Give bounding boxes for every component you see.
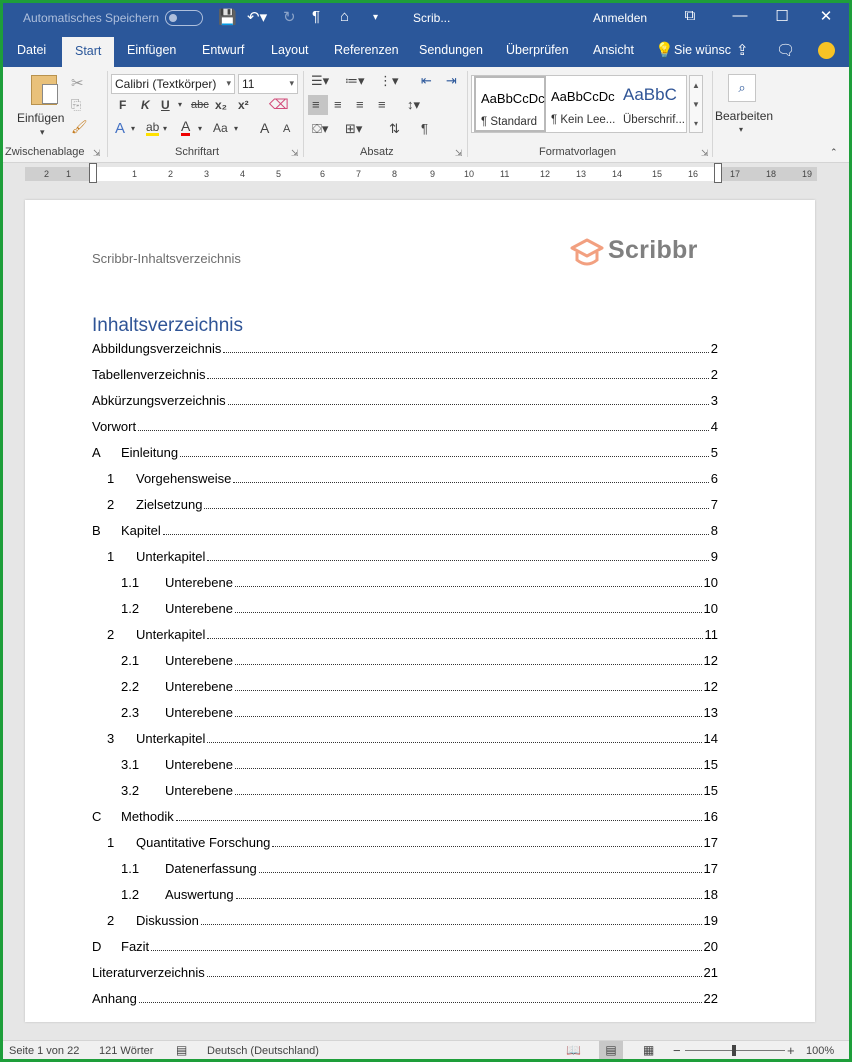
proofing-icon[interactable]: ▤ <box>176 1043 188 1057</box>
close-icon[interactable]: ✕ <box>819 8 833 25</box>
toc-entry-number: 3 <box>107 731 115 746</box>
toc-entry[interactable] <box>92 887 718 907</box>
toc-entry-text: Methodik <box>121 809 174 824</box>
toc-entry-page: 7 <box>710 497 718 512</box>
toc-dot-leader <box>272 846 701 847</box>
clipboard-group-label: Zwischenablage <box>5 146 85 158</box>
toc-entry-page: 2 <box>710 341 718 356</box>
group-separator <box>303 71 304 157</box>
web-layout-icon[interactable]: ▦ <box>643 1043 655 1057</box>
ribbon-tabs <box>3 33 849 67</box>
toc-entry[interactable] <box>92 627 718 647</box>
word-count[interactable]: 121 Wörter <box>99 1045 154 1057</box>
style-ueberschrift[interactable] <box>618 76 686 132</box>
status-bar <box>3 1040 849 1059</box>
toc-entry-page: 18 <box>703 887 718 902</box>
document-title: Scrib... <box>413 11 451 25</box>
ruler-tick: 9 <box>430 169 436 179</box>
paragraph-group-label: Absatz <box>360 146 394 158</box>
toc-entry-page: 5 <box>710 445 718 460</box>
numbering-icon[interactable]: ≔▾ <box>345 73 365 88</box>
toc-entry-page: 11 <box>704 627 718 642</box>
zoom-out-button[interactable]: − <box>673 1043 681 1058</box>
toc-dot-leader <box>139 1002 702 1003</box>
group-separator <box>107 71 108 157</box>
font-name-value: Calibri (Textkörper) <box>115 77 217 91</box>
ruler-tick: 1 <box>132 169 138 179</box>
toc-entry-number: 2.1 <box>121 653 140 668</box>
toc-entry-text: Unterebene <box>165 679 233 694</box>
shrink-font-icon[interactable]: A <box>283 123 291 135</box>
style-preview: AaBbC <box>623 85 677 104</box>
clear-formatting-icon[interactable]: ⌫ <box>269 96 289 112</box>
collapse-ribbon-icon[interactable]: ⌃ <box>830 147 838 157</box>
minimize-icon[interactable]: — <box>732 7 748 24</box>
shading-icon[interactable]: ⛋▾ <box>312 121 329 136</box>
toc-entry-text: Unterkapitel <box>136 549 206 564</box>
toc-dot-leader <box>151 950 701 951</box>
toc-dot-leader <box>180 456 709 457</box>
read-mode-icon[interactable]: 📖 <box>566 1043 581 1057</box>
toc-entry-page: 14 <box>703 731 718 746</box>
highlight-icon[interactable]: ab <box>146 120 160 134</box>
horizontal-ruler[interactable] <box>25 167 817 181</box>
find-icon[interactable]: ⌕ <box>728 74 756 102</box>
toc-entry-number: 1 <box>107 471 115 486</box>
decrease-indent-icon[interactable]: ⇤ <box>421 73 432 88</box>
toc-entry[interactable] <box>92 341 718 361</box>
toc-dot-leader <box>223 352 708 353</box>
toc-dot-leader <box>138 430 709 431</box>
toc-dot-leader <box>235 716 702 717</box>
toc-dot-leader <box>235 612 702 613</box>
toc-entry[interactable] <box>92 393 718 413</box>
toc-entry-page: 20 <box>703 939 718 954</box>
change-case-icon[interactable]: Aa <box>213 121 228 135</box>
zoom-level[interactable]: 100% <box>806 1045 835 1057</box>
tab-entwurf[interactable]: Entwurf <box>202 43 245 57</box>
toc-dot-leader <box>207 638 702 639</box>
style-kein-leerraum[interactable] <box>546 76 616 132</box>
toc-entry-page: 21 <box>703 965 718 980</box>
toc-entry[interactable] <box>92 575 718 595</box>
toc-entry[interactable] <box>92 679 718 699</box>
toc-entry-text: Vorwort <box>92 419 137 434</box>
toc-entry-page: 10 <box>703 601 718 616</box>
toc-entry-text: Unterebene <box>165 653 233 668</box>
align-left-icon[interactable]: ≡ <box>312 97 320 112</box>
paste-dropdown-icon[interactable]: ▾ <box>40 127 45 137</box>
toc-entry[interactable] <box>92 653 718 673</box>
autosave-label: Automatisches Speichern <box>23 11 160 25</box>
ruler-tick: 6 <box>320 169 326 179</box>
toc-entry-number: 2.2 <box>121 679 140 694</box>
touch-mode-icon[interactable]: ⌂ <box>340 8 350 25</box>
toc-entry-text: Unterebene <box>165 705 233 720</box>
style-preview: AaBbCcDc <box>481 91 545 106</box>
toc-entry-page: 16 <box>703 809 718 824</box>
text-effects-dropdown-icon[interactable]: ▾ <box>131 124 136 133</box>
ruler-tick: 18 <box>766 169 777 179</box>
font-color-dropdown-icon[interactable]: ▾ <box>198 124 203 133</box>
toc-title: Inhaltsverzeichnis <box>92 315 244 336</box>
toc-dot-leader <box>176 820 702 821</box>
horizontal-ruler-bar <box>3 163 849 185</box>
ruler-tick: 17 <box>730 169 741 179</box>
feedback-smiley-icon[interactable] <box>818 42 835 59</box>
tab-datei[interactable]: Datei <box>17 43 47 57</box>
right-indent-marker[interactable] <box>714 163 722 183</box>
font-color-icon[interactable]: A <box>181 118 191 134</box>
bold-icon[interactable]: F <box>119 98 127 112</box>
ruler-tick: 14 <box>612 169 623 179</box>
title-bar <box>3 3 849 33</box>
underline-icon[interactable]: U <box>161 98 170 112</box>
customize-qat-icon[interactable]: ▾ <box>373 12 379 23</box>
chevron-down-icon: ▾ <box>226 78 231 88</box>
ruler-tick: 12 <box>540 169 551 179</box>
tab-referenzen[interactable]: Referenzen <box>334 43 399 57</box>
toc-entry-number: 1.2 <box>121 887 140 902</box>
chevron-down-icon: ▾ <box>289 78 294 88</box>
underline-dropdown-icon[interactable]: ▾ <box>178 100 183 109</box>
scribbr-logo-icon <box>570 238 604 268</box>
format-painter-icon[interactable]: 🖌 <box>71 119 88 134</box>
word-window <box>3 3 849 1059</box>
toc-entry-text: Einleitung <box>121 445 179 460</box>
paragraph-launcher-icon[interactable]: ⇲ <box>455 148 463 158</box>
zoom-in-button[interactable]: + <box>787 1043 795 1058</box>
toc-entry[interactable] <box>92 783 718 803</box>
toc-entry[interactable] <box>92 601 718 621</box>
style-name: Überschrif... <box>623 114 685 126</box>
toc-dot-leader <box>204 508 708 509</box>
show-formatting-icon[interactable]: ¶ <box>421 121 428 136</box>
increase-indent-icon[interactable]: ⇥ <box>446 73 457 88</box>
toc-entry[interactable] <box>92 991 718 1011</box>
toc-entry[interactable] <box>92 497 718 517</box>
toc-entry-page: 13 <box>703 705 718 720</box>
paste-icon[interactable] <box>31 75 57 105</box>
toc-entry-number: 1 <box>107 835 115 850</box>
bullets-icon[interactable]: ☰▾ <box>311 73 330 88</box>
ruler-tick: 2 <box>168 169 174 179</box>
font-group-label: Schriftart <box>175 146 220 158</box>
ruler-tick: 7 <box>356 169 362 179</box>
ruler-tick: 19 <box>802 169 813 179</box>
tab-ansicht[interactable]: Ansicht <box>593 43 634 57</box>
toc-entry[interactable] <box>92 809 718 829</box>
left-indent-marker[interactable] <box>89 163 97 183</box>
toc-entry-number: A <box>92 445 101 460</box>
group-separator <box>467 71 468 157</box>
toc-entry-text: Unterebene <box>165 601 233 616</box>
toc-entry-page: 12 <box>703 653 718 668</box>
toc-entry[interactable] <box>92 549 718 569</box>
borders-icon[interactable]: ⊞▾ <box>345 121 363 136</box>
vertical-scrollbar[interactable] <box>835 185 849 1040</box>
toc-entry-page: 15 <box>703 783 718 798</box>
toc-entry[interactable] <box>92 471 718 491</box>
toc-dot-leader <box>207 560 708 561</box>
toc-entry-number: C <box>92 809 102 824</box>
redo-icon[interactable]: ↻ <box>283 9 296 26</box>
print-layout-icon[interactable]: ▤ <box>599 1041 623 1059</box>
toc-entry-number: 2.3 <box>121 705 140 720</box>
paste-button[interactable]: Einfügen <box>17 111 65 125</box>
change-case-dropdown-icon[interactable]: ▾ <box>234 124 239 133</box>
grow-font-icon[interactable]: A <box>260 120 270 136</box>
tab-einfuegen[interactable]: Einfügen <box>127 43 177 57</box>
ruler-text-area <box>93 167 719 181</box>
justify-icon[interactable]: ≡ <box>378 97 386 112</box>
toc-dot-leader <box>207 742 701 743</box>
ruler-tick: 3 <box>204 169 210 179</box>
lightbulb-icon[interactable]: 💡 <box>655 42 674 59</box>
toc-entry-text: Unterkapitel <box>136 731 206 746</box>
ruler-tick: 16 <box>688 169 699 179</box>
copy-icon[interactable]: ⎘ <box>71 97 82 112</box>
cut-icon[interactable]: ✂ <box>71 75 84 92</box>
ruler-tick: 15 <box>652 169 663 179</box>
toc-entry-text: Vorgehensweise <box>136 471 232 486</box>
toc-entry-page: 6 <box>710 471 718 486</box>
superscript-icon[interactable]: x² <box>238 98 249 112</box>
toc-entry-page: 10 <box>703 575 718 590</box>
toc-entry-number: 1.1 <box>121 861 140 876</box>
sort-icon[interactable]: ⇅ <box>389 121 400 136</box>
page-count[interactable]: Seite 1 von 22 <box>9 1045 80 1057</box>
toc-entry-text: Auswertung <box>165 887 234 902</box>
toc-entry[interactable] <box>92 965 718 985</box>
page-header-text: Scribbr-Inhaltsverzeichnis <box>92 251 241 266</box>
toc-entry[interactable] <box>92 705 718 725</box>
ruler-tick: 4 <box>240 169 246 179</box>
font-launcher-icon[interactable]: ⇲ <box>291 148 299 158</box>
toc-dot-leader <box>233 482 708 483</box>
pilcrow-icon[interactable]: ¶ <box>312 8 321 25</box>
toc-entry[interactable] <box>92 913 718 933</box>
toc-dot-leader <box>236 898 702 899</box>
toc-dot-leader <box>235 690 702 691</box>
ruler-tick: 10 <box>464 169 475 179</box>
toc-entry-text: Datenerfassung <box>165 861 257 876</box>
toc-entry-text: Unterebene <box>165 783 233 798</box>
toc-entry-text: Abkürzungsverzeichnis <box>92 393 226 408</box>
toc-entry-page: 3 <box>710 393 718 408</box>
toc-entry[interactable] <box>92 445 718 465</box>
share-icon[interactable]: ⇪ <box>736 42 749 59</box>
toc-entry-page: 4 <box>710 419 718 434</box>
toc-entry-text: Unterebene <box>165 575 233 590</box>
toc-entry-number: B <box>92 523 101 538</box>
toc-entry-page: 19 <box>703 913 718 928</box>
toc-entry-text: Literaturverzeichnis <box>92 965 205 980</box>
toc-entry-text: Abbildungsverzeichnis <box>92 341 222 356</box>
toc-entry-text: Fazit <box>121 939 150 954</box>
toc-dot-leader <box>207 976 702 977</box>
toc-entry[interactable] <box>92 523 718 543</box>
toc-entry-text: Quantitative Forschung <box>136 835 271 850</box>
editing-button[interactable]: Bearbeiten <box>715 109 774 123</box>
ribbon-display-options-icon[interactable]: ⧉ <box>684 7 696 24</box>
toc-entry-number: 2 <box>107 497 115 512</box>
toc-entry-page: 2 <box>710 367 718 382</box>
toc-entry-number: 3.1 <box>121 757 140 772</box>
toc-entry-text: Zielsetzung <box>136 497 203 512</box>
comments-icon[interactable]: 🗨 <box>776 42 796 59</box>
font-size-combo[interactable] <box>238 74 298 94</box>
toc-entry-page: 8 <box>710 523 718 538</box>
autosave-toggle[interactable] <box>165 10 203 26</box>
editing-dropdown-icon[interactable]: ▾ <box>739 125 744 134</box>
toc-entry-text: Diskussion <box>136 913 199 928</box>
toc-entry-page: 12 <box>703 679 718 694</box>
document-page[interactable] <box>25 200 815 1022</box>
toc-entry-number: 2 <box>107 627 115 642</box>
toc-entry[interactable] <box>92 861 718 881</box>
toc-dot-leader <box>259 872 702 873</box>
toc-dot-leader <box>235 768 702 769</box>
ribbon <box>3 67 849 163</box>
toc-entry-page: 17 <box>703 861 718 876</box>
toc-entry[interactable] <box>92 939 718 959</box>
tab-ueberpruefen[interactable]: Überprüfen <box>506 43 569 57</box>
toc-dot-leader <box>235 794 702 795</box>
styles-group-label: Formatvorlagen <box>539 146 617 158</box>
toc-entry[interactable] <box>92 419 718 439</box>
ruler-tick: 13 <box>576 169 587 179</box>
toc-entry-number: D <box>92 939 102 954</box>
tab-start[interactable]: Start <box>62 37 114 67</box>
style-name: ¶ Standard <box>481 116 538 128</box>
highlight-dropdown-icon[interactable]: ▾ <box>163 124 168 133</box>
toc-entry-page: 22 <box>703 991 718 1006</box>
toc-entry[interactable] <box>92 757 718 777</box>
font-name-combo[interactable] <box>111 74 235 94</box>
toc-entry-number: 1 <box>107 549 115 564</box>
toc-entry[interactable] <box>92 835 718 855</box>
style-standard[interactable] <box>474 76 546 132</box>
toc-entry-page: 9 <box>710 549 718 564</box>
maximize-icon[interactable]: ☐ <box>775 8 789 25</box>
text-effects-icon[interactable]: A <box>115 120 126 137</box>
styles-launcher-icon[interactable]: ⇲ <box>701 148 709 158</box>
ruler-tick: 2 <box>44 169 50 179</box>
multilevel-list-icon[interactable]: ⋮▾ <box>379 73 399 88</box>
styles-gallery <box>471 75 687 133</box>
subscript-icon[interactable]: x₂ <box>215 98 228 112</box>
toc-dot-leader <box>201 924 702 925</box>
zoom-slider-thumb[interactable] <box>732 1045 736 1056</box>
toc-entry[interactable] <box>92 367 718 387</box>
italic-icon[interactable]: K <box>141 98 150 112</box>
logo-wordmark: Scribbr <box>608 236 698 264</box>
style-preview: AaBbCcDc <box>551 89 615 104</box>
toc-entry-number: 2 <box>107 913 115 928</box>
ruler-tick: 1 <box>66 169 72 179</box>
tab-sendungen[interactable]: Sendungen <box>419 43 483 57</box>
line-spacing-icon[interactable]: ↕▾ <box>407 97 421 112</box>
ruler-tick: 8 <box>392 169 398 179</box>
ruler-tick: 5 <box>276 169 282 179</box>
styles-scroll[interactable]: ▲ ▼ ▾ <box>689 75 703 133</box>
align-center-icon[interactable]: ≡ <box>334 97 342 112</box>
tab-layout[interactable]: Layout <box>271 43 309 57</box>
toc-entry-number: 1.1 <box>121 575 140 590</box>
toc-entry-text: Tabellenverzeichnis <box>92 367 206 382</box>
tell-me-input[interactable]: Sie wünsc <box>674 43 731 57</box>
save-icon[interactable]: 💾 <box>218 9 237 26</box>
toc-entry-page: 15 <box>703 757 718 772</box>
strikethrough-icon[interactable]: abc <box>191 99 209 111</box>
toc-dot-leader <box>235 664 702 665</box>
toc-entry-text: Kapitel <box>121 523 161 538</box>
toc-entry-text: Anhang <box>92 991 137 1006</box>
undo-icon[interactable]: ↶▾ <box>247 9 268 26</box>
font-size-value: 11 <box>242 77 255 91</box>
clipboard-launcher-icon[interactable]: ⇲ <box>93 148 101 158</box>
toc-entry-page: 17 <box>703 835 718 850</box>
toc-dot-leader <box>207 378 708 379</box>
toc-entry-text: Unterebene <box>165 757 233 772</box>
toc-entry[interactable] <box>92 731 718 751</box>
toc-dot-leader <box>163 534 709 535</box>
group-separator <box>712 71 713 157</box>
ruler-tick: 11 <box>500 169 510 179</box>
toc-entry-number: 3.2 <box>121 783 140 798</box>
toc-dot-leader <box>235 586 702 587</box>
toc-entry-text: Unterkapitel <box>136 627 206 642</box>
language-status[interactable]: Deutsch (Deutschland) <box>207 1045 319 1057</box>
align-right-icon[interactable]: ≡ <box>356 97 364 112</box>
toc-entry-number: 1.2 <box>121 601 140 616</box>
toc-dot-leader <box>228 404 709 405</box>
signin-button[interactable]: Anmelden <box>593 11 648 25</box>
style-name: ¶ Kein Lee... <box>551 114 616 126</box>
